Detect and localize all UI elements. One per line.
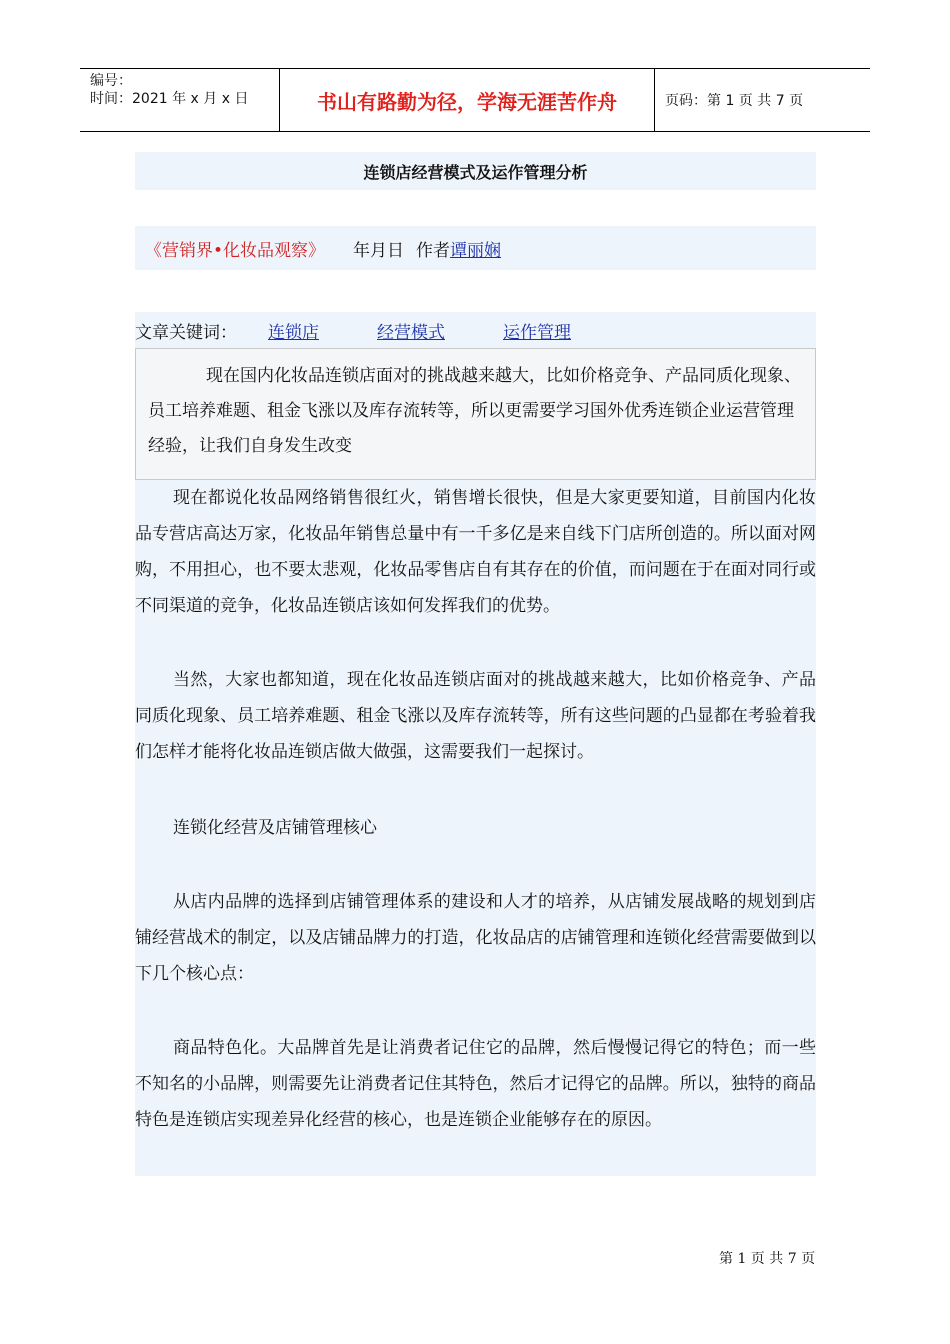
author-link[interactable]: 谭丽娴 — [450, 240, 502, 261]
keyword-link-operations-management[interactable]: 运作管理 — [503, 322, 571, 343]
author-label: 作者 — [416, 240, 451, 261]
article-summary: 现在国内化妆品连锁店面对的挑战越来越大，比如价格竞争、产品同质化现象、员工培养难题、租金飞涨以及库存流转等，所以更需要学习国外优秀连锁企业运营管理经验，让我们自身发生改变 — [135, 348, 816, 480]
number-label: 编号： — [90, 73, 132, 89]
keyword-link-business-model[interactable]: 经营模式 — [377, 322, 445, 343]
article-body — [135, 480, 816, 1176]
body-paragraph: 商品特色化。大品牌首先是让消费者记住它的品牌，然后慢慢记得它的特色；而一些不知名的小品牌，则需要先让消费者记住其特色，然后才记得它的品牌。所以，独特的商品特色是连锁店实现差异化经营的核心，也是连锁企业能够存在的原因。 — [135, 1038, 816, 1130]
body-paragraph: 当然，大家也都知道，现在化妆品连锁店面对的挑战越来越大，比如价格竞争、产品同质化现象、员工培养难题、租金飞涨以及库存流转等，所有这些问题的凸显都在考验着我们怎样才能将化妆品连锁店做大做强，这需要我们一起探讨。 — [135, 670, 816, 762]
footer-page-info: 第 1 页 共 7 页 — [719, 1251, 816, 1267]
header-meta-cell — [80, 69, 280, 131]
keywords-label: 文章关键词： — [135, 322, 237, 343]
keyword-link-chain-store[interactable]: 连锁店 — [268, 322, 319, 343]
body-paragraph: 现在都说化妆品网络销售很红火，销售增长很快，但是大家更要知道，目前国内化妆品专营店高达万家，化妆品年销售总量中有一千多亿是来自线下门店所创造的。所以面对网购，不用担心，也不要太悲观，化妆品零售店自有其存在的价值，而问题在于在面对同行或不同渠道的竞争，化妆品连锁店该如何发挥我们的优势。 — [135, 488, 816, 616]
article-title: 连锁店经营模式及运作管理分析 — [135, 152, 816, 190]
document-header — [80, 68, 870, 132]
article-meta — [135, 226, 816, 270]
article-source: 《营销界•化妆品观察》 — [145, 240, 326, 261]
time-label: 时间：2021 年 x 月 x 日 — [90, 91, 249, 107]
body-paragraph: 从店内品牌的选择到店铺管理体系的建设和人才的培养，从店铺发展战略的规划到店铺经营战术的制定，以及店铺品牌力的打造，化妆品店的店铺管理和连锁化经营需要做到以下几个核心点： — [135, 892, 816, 984]
header-motto: 书山有路勤为径，学海无涯苦作舟 — [280, 69, 655, 131]
section-heading: 连锁化经营及店铺管理核心 — [173, 818, 377, 838]
article-date: 年月日 — [353, 240, 405, 261]
header-page-info: 页码：第 1 页 共 7 页 — [665, 93, 804, 109]
keywords-row — [135, 312, 816, 348]
